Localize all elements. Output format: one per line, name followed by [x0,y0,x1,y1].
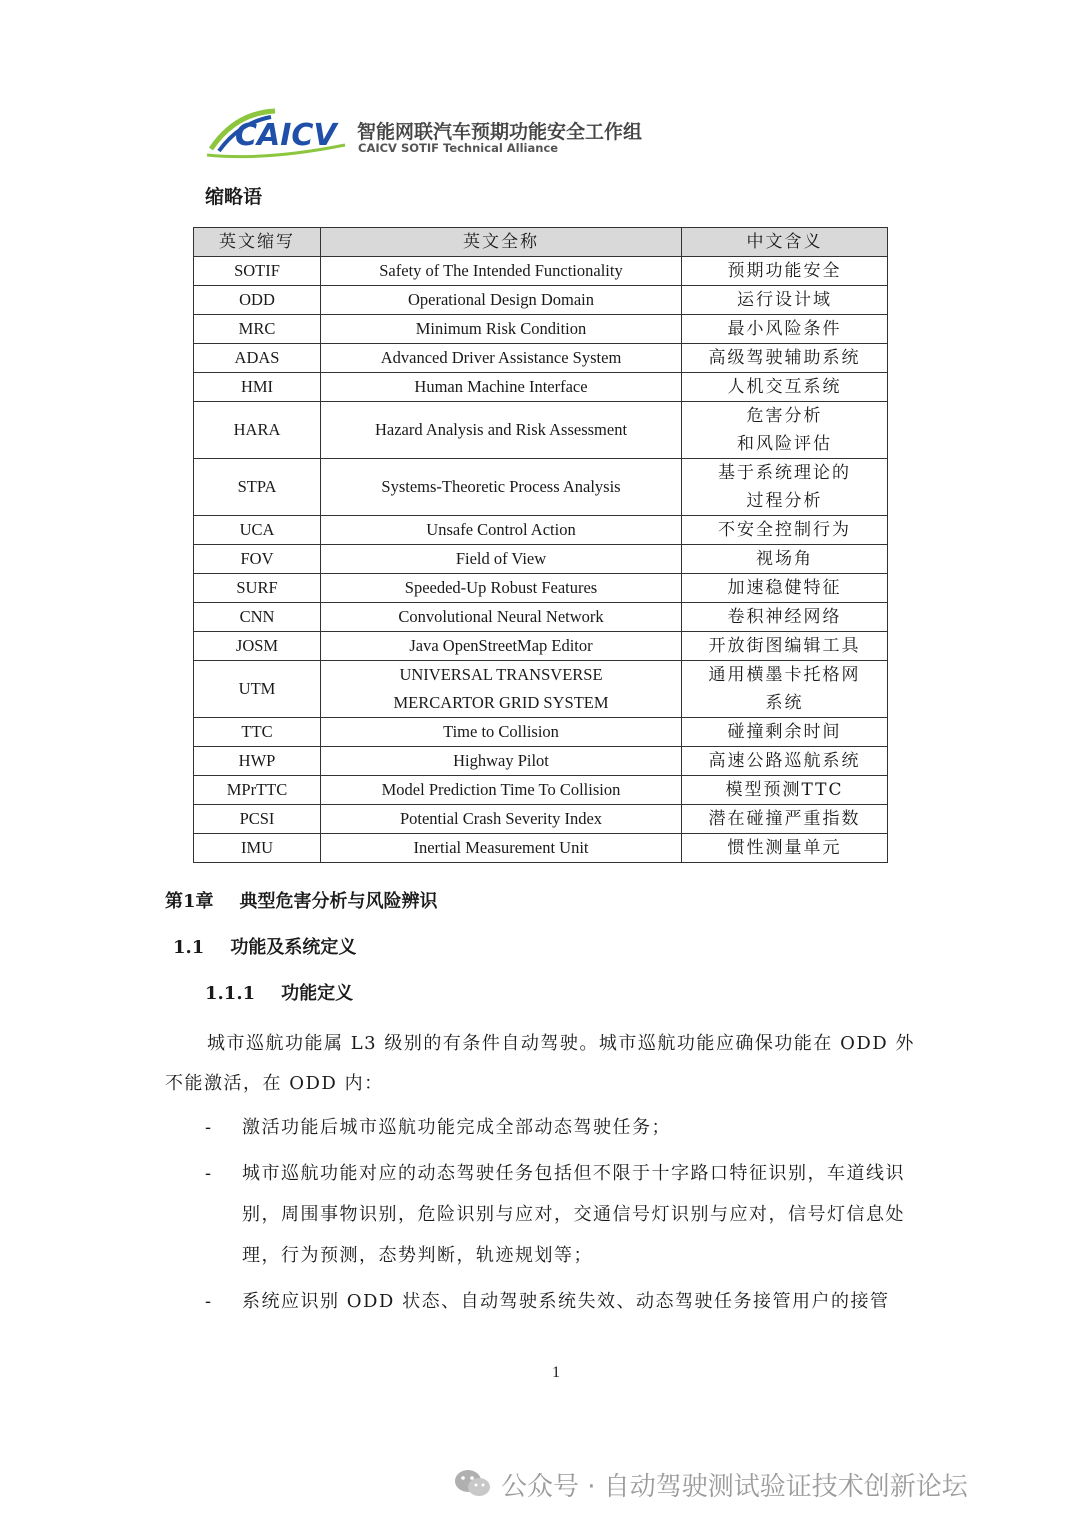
cell-full-name: Systems-Theoretic Process Analysis [321,459,682,516]
cell-cn-meaning [682,459,888,516]
table-row [194,776,888,805]
chapter-heading [165,887,438,913]
subsection-number: 1.1.1 [205,983,256,1004]
cell-full-name: Field of View [321,545,682,574]
table-row [194,574,888,603]
section-title: 功能及系统定义 [230,937,357,958]
cell-abbr: IMU [194,834,321,863]
cell-cn-meaning: 卷积神经网络 [682,603,888,632]
cell-full-name-line: MERCARTOR GRID SYSTEM [393,693,609,712]
cell-cn-meaning: 高级驾驶辅助系统 [682,344,888,373]
watermark [453,1466,968,1502]
cell-abbr: FOV [194,545,321,574]
table-row [194,834,888,863]
header-cn: 中文含义 [682,228,888,257]
table-row [194,257,888,286]
cell-abbr: MPrTTC [194,776,321,805]
document-header [205,105,685,161]
cell-full-name: Highway Pilot [321,747,682,776]
table-row [194,545,888,574]
cell-full-name: Potential Crash Severity Index [321,805,682,834]
cell-cn-meaning: 视场角 [682,545,888,574]
bullet-mark: - [205,1291,213,1312]
cell-full-name: Java OpenStreetMap Editor [321,632,682,661]
table-row [194,603,888,632]
cell-abbr: SURF [194,574,321,603]
table-row [194,632,888,661]
subsection-heading [205,979,353,1005]
table-row [194,516,888,545]
bullet-mark: - [205,1117,213,1138]
cell-cn-meaning-line: 危害分析 [746,406,823,426]
cell-cn-meaning: 加速稳健特征 [682,574,888,603]
section-heading [173,933,356,959]
list-item [205,1281,920,1322]
list-item [205,1107,920,1148]
intro-paragraph: 城市巡航功能属 L3 级别的有条件自动驾驶。城市巡航功能应确保功能在 ODD 外不能激活，在 ODD 内： [165,1033,915,1094]
cell-cn-meaning: 最小风险条件 [682,315,888,344]
cell-abbr: ADAS [194,344,321,373]
cell-cn-meaning [682,661,888,718]
abbreviations-title: 缩略语 [205,186,263,208]
cell-cn-meaning-line: 和风险评估 [737,434,832,454]
cell-full-name: Safety of The Intended Functionality [321,257,682,286]
cell-full-name: Advanced Driver Assistance System [321,344,682,373]
cell-cn-meaning-line: 过程分析 [746,491,823,511]
cell-abbr: UTM [194,661,321,718]
cell-abbr: ODD [194,286,321,315]
cell-abbr: STPA [194,459,321,516]
cell-cn-meaning: 高速公路巡航系统 [682,747,888,776]
cell-abbr: CNN [194,603,321,632]
page-number: 1 [552,1364,560,1381]
table-row [194,315,888,344]
header-full: 英文全称 [321,228,682,257]
cell-full-name: Time to Collision [321,718,682,747]
cell-abbr: MRC [194,315,321,344]
cell-full-name: Human Machine Interface [321,373,682,402]
header-abbr: 英文缩写 [194,228,321,257]
watermark-text: 公众号 · 自动驾驶测试验证技术创新论坛 [501,1471,968,1502]
table-body [194,257,888,863]
cell-abbr: TTC [194,718,321,747]
cell-full-name: Convolutional Neural Network [321,603,682,632]
cell-cn-meaning: 不安全控制行为 [682,516,888,545]
table-row [194,459,888,516]
section-number: 1.1 [173,937,205,958]
abbreviations-table [193,227,888,863]
wechat-icon [453,1467,493,1501]
cell-full-name: Minimum Risk Condition [321,315,682,344]
cell-cn-meaning: 预期功能安全 [682,257,888,286]
table-row [194,747,888,776]
table-row [194,661,888,718]
cell-cn-meaning: 惯性测量单元 [682,834,888,863]
list-item-text: 系统应识别 ODD 状态、自动驾驶系统失效、动态驾驶任务接管用户的接管 [242,1291,890,1312]
cell-abbr: HMI [194,373,321,402]
table-header-row [194,228,888,257]
cell-abbr: JOSM [194,632,321,661]
table-row [194,344,888,373]
cell-full-name: Model Prediction Time To Collision [321,776,682,805]
caicv-logo-icon [205,105,355,161]
logo-text: CAICV [235,118,337,153]
cell-full-name-line: UNIVERSAL TRANSVERSE [399,665,603,684]
list-item-text: 城市巡航功能对应的动态驾驶任务包括但不限于十字路口特征识别，车道线识别，周围事物识别，危险识别与应对，交通信号灯识别与应对，信号灯信息处理，行为预测，态势判断，轨迹规划等； [242,1163,905,1266]
cell-full-name: Inertial Measurement Unit [321,834,682,863]
cell-full-name: Speeded-Up Robust Features [321,574,682,603]
cell-cn-meaning: 人机交互系统 [682,373,888,402]
org-name-en: CAICV SOTIF Technical Alliance [358,141,559,155]
subsection-title: 功能定义 [281,983,354,1004]
cell-cn-meaning [682,402,888,459]
cell-abbr: SOTIF [194,257,321,286]
table-row [194,373,888,402]
cell-cn-meaning: 开放街图编辑工具 [682,632,888,661]
cell-cn-meaning: 潜在碰撞严重指数 [682,805,888,834]
list-item-text: 激活功能后城市巡航功能完成全部动态驾驶任务； [242,1117,671,1138]
table-row [194,718,888,747]
bullet-mark: - [205,1163,213,1184]
cell-full-name [321,661,682,718]
cell-cn-meaning: 模型预测TTC [682,776,888,805]
cell-cn-meaning-line: 系统 [765,693,804,713]
cell-cn-meaning-line: 通用横墨卡托格网 [708,665,861,685]
cell-cn-meaning: 碰撞剩余时间 [682,718,888,747]
cell-abbr: UCA [194,516,321,545]
cell-abbr: HWP [194,747,321,776]
cell-full-name: Operational Design Domain [321,286,682,315]
chapter-title: 典型危害分析与风险辨识 [239,891,438,912]
table-row [194,805,888,834]
bullet-list [205,1107,920,1327]
cell-cn-meaning-line: 基于系统理论的 [718,463,851,483]
org-name-cn: 智能网联汽车预期功能安全工作组 [357,121,643,143]
cell-abbr: HARA [194,402,321,459]
chapter-number: 第1章 [165,891,214,912]
cell-abbr: PCSI [194,805,321,834]
cell-full-name: Unsafe Control Action [321,516,682,545]
table-row [194,402,888,459]
table-row [194,286,888,315]
cell-full-name: Hazard Analysis and Risk Assessment [321,402,682,459]
cell-cn-meaning: 运行设计域 [682,286,888,315]
list-item [205,1153,920,1276]
